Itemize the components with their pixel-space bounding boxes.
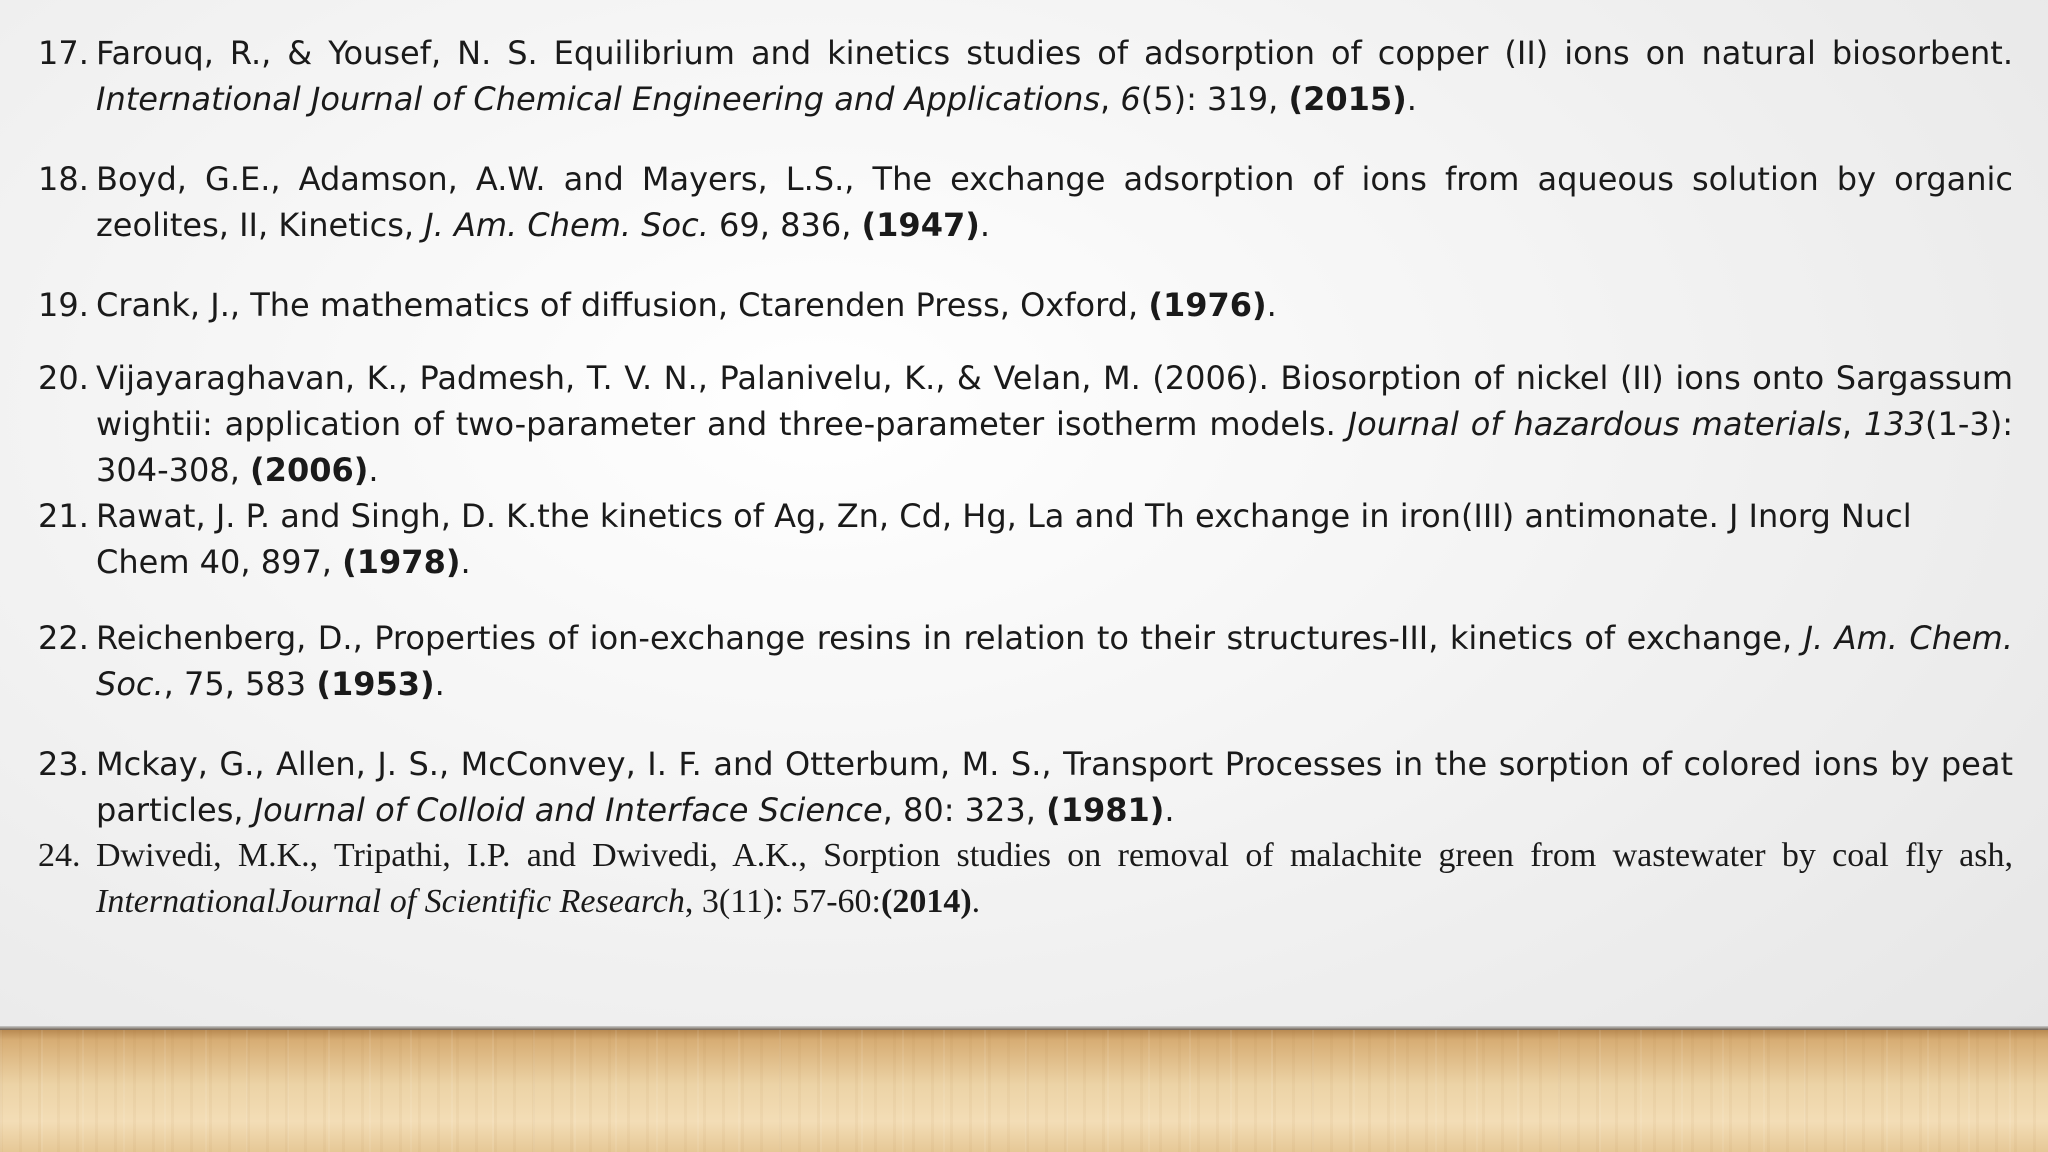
separator: , (1841, 405, 1864, 443)
reference-details: 69, 836, (708, 206, 862, 244)
reference-text: Mckay, G., Allen, J. S., McConvey, I. F. and Otterbum, M. S., Transport Processes in the sorption of colored ions by peat particles, (96, 745, 2013, 829)
reference-text: Vijayaraghavan, K., Padmesh, T. V. N., Palanivelu, K., & Velan, M. (2006). Biosorption of nickel (II) ions onto Sargassum wightii: application of two-parameter and three-parameter isotherm models. (96, 359, 2013, 443)
reference-number: 17. (38, 34, 89, 72)
reference-details: (1-3): 304-308, (96, 405, 2014, 489)
volume: 6 (1120, 80, 1141, 118)
reference-year: (1953) (316, 665, 435, 703)
reference-18 (38, 156, 2013, 248)
reference-text: Boyd, G.E., Adamson, A.W. and Mayers, L.S., The exchange adsorption of ions from aqueous solution by organic zeolites, II, Kinetics, (96, 160, 2013, 244)
reference-text: Rawat, J. P. and Singh, D. K.the kinetics of Ag, Zn, Cd, Hg, La and Th exchange in iron(III) antimonate. J Inorg Nucl Chem 40, 897, (96, 497, 1912, 581)
journal-title: Journal of hazardous materials (1347, 405, 1842, 443)
reference-year: (1947) (861, 206, 980, 244)
reference-number: 21. (38, 497, 89, 535)
reference-year: (1976) (1148, 286, 1267, 324)
reference-text: Crank, J., The mathematics of diffusion, Ctarenden Press, Oxford, (96, 286, 1149, 324)
reference-end: . (979, 206, 991, 244)
reference-end: . (1406, 80, 1417, 118)
reference-year: (1978) (342, 543, 461, 581)
reference-end: . (368, 451, 379, 489)
journal-title: International Journal of Chemical Engineering and Applications (96, 80, 1101, 118)
reference-21 (38, 493, 2013, 585)
journal-title: Journal of Colloid and Interface Science (253, 791, 883, 829)
reference-details: (5): 319, (1140, 80, 1289, 118)
reference-number: 23. (38, 745, 89, 783)
reference-text: Dwivedi, M.K., Tripathi, I.P. and Dwivedi, A.K., Sorption studies on removal of malachite green from wastewater by coal fly ash, (96, 837, 2013, 874)
reference-23 (38, 741, 2013, 833)
separator: , (1100, 80, 1121, 118)
reference-number: 19. (38, 286, 89, 324)
reference-17 (38, 30, 2013, 122)
reference-details: , 80: 323, (882, 791, 1047, 829)
reference-20 (38, 355, 2013, 493)
reference-number: 22. (38, 619, 89, 657)
reference-text: Farouq, R., & Yousef, N. S. Equilibrium and kinetics studies of adsorption of copper (II) ions on natural biosorbent. (96, 34, 2013, 72)
journal-title: J. Am. Chem. Soc. (96, 619, 2014, 703)
reference-number: 20. (38, 359, 89, 397)
journal-title: J. Am. Chem. Soc. (424, 206, 709, 244)
reference-year: (2014) (881, 883, 972, 920)
wood-floor (0, 1030, 2048, 1152)
reference-year: (2015) (1288, 80, 1407, 118)
reference-end: . (1266, 286, 1277, 324)
reference-19 (38, 282, 2013, 328)
reference-end: . (434, 665, 445, 703)
reference-year: (2006) (250, 451, 369, 489)
journal-title: InternationalJournal of Scientific Research (96, 883, 685, 920)
reference-number: 18. (38, 160, 89, 198)
reference-end: . (460, 543, 471, 581)
reference-year: (1981) (1046, 791, 1165, 829)
reference-24 (38, 833, 2013, 925)
reference-end: . (971, 883, 981, 920)
reference-end: . (1164, 791, 1175, 829)
reference-number: 24. (38, 837, 81, 874)
volume: 133 (1863, 405, 1925, 443)
reference-list (38, 30, 2013, 925)
reference-details: , 3(11): 57-60: (684, 883, 881, 920)
reference-22 (38, 615, 2013, 707)
reference-details: , 75, 583 (163, 665, 317, 703)
reference-text: Reichenberg, D., Properties of ion-exchange resins in relation to their structures-III, kinetics of exchange, (96, 619, 1804, 657)
